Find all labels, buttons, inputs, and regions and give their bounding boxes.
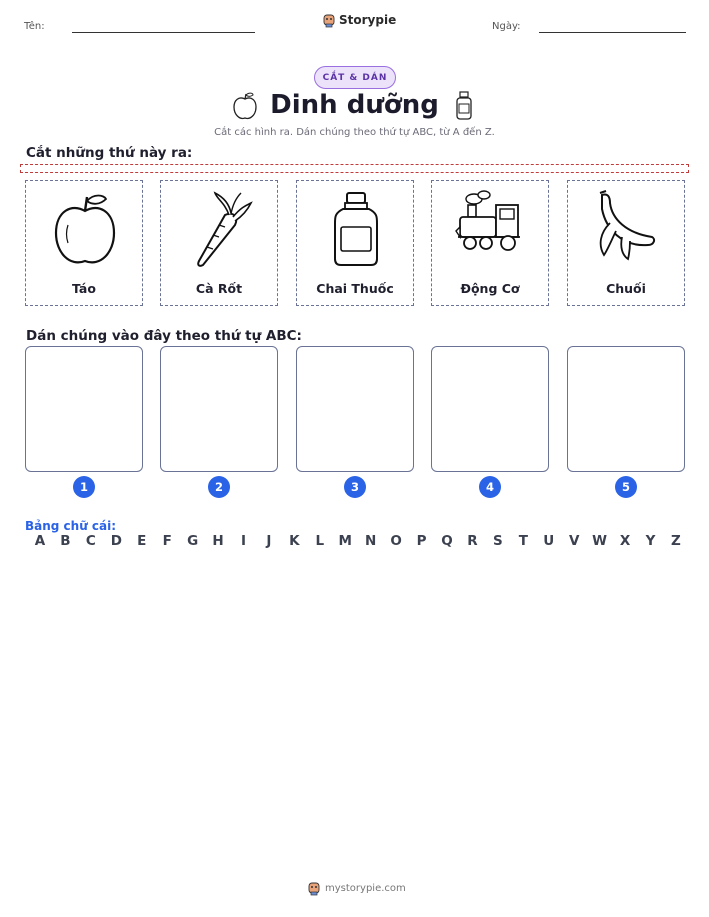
carrot-icon xyxy=(185,189,255,269)
card-label: Chuối xyxy=(606,281,646,296)
alphabet-row xyxy=(32,533,684,549)
alphabet-letter: L xyxy=(315,533,325,549)
alphabet-letter: P xyxy=(416,533,427,549)
alphabet-letter: T xyxy=(518,533,528,549)
alphabet-letter: X xyxy=(619,533,631,549)
footer-site[interactable]: mystorypie.com xyxy=(325,882,406,894)
cut-card-banana[interactable] xyxy=(567,180,685,306)
activity-badge: CẮT & DÁN xyxy=(314,66,396,89)
alphabet-letter: N xyxy=(365,533,377,549)
alphabet-letter: A xyxy=(34,533,46,549)
brand-name: Storypie xyxy=(339,13,397,27)
slot-number: 5 xyxy=(615,476,637,498)
bottle-small-icon xyxy=(454,91,474,121)
paste-slot-4[interactable] xyxy=(431,346,549,472)
alphabet-letter: C xyxy=(85,533,96,549)
cut-card-train-engine[interactable] xyxy=(431,180,549,306)
paste-slot-3[interactable] xyxy=(296,346,414,472)
medicine-bottle-icon xyxy=(321,189,391,269)
alphabet-letter: R xyxy=(467,533,478,549)
cut-heading: Cắt những thứ này ra: xyxy=(26,145,193,161)
alphabet-letter: Y xyxy=(645,533,656,549)
alphabet-letter: F xyxy=(162,533,172,549)
alphabet-letter: W xyxy=(592,533,608,549)
slot-number: 1 xyxy=(73,476,95,498)
slot-number: 3 xyxy=(344,476,366,498)
footer xyxy=(307,880,406,896)
cut-line xyxy=(20,164,689,173)
alphabet-letter: E xyxy=(137,533,147,549)
card-label: Chai Thuốc xyxy=(316,281,394,296)
page-title: Dinh dưỡng xyxy=(270,90,439,120)
paste-slot-1[interactable] xyxy=(25,346,143,472)
train-engine-icon xyxy=(454,189,524,269)
paste-slot-2[interactable] xyxy=(160,346,278,472)
storypie-mascot-icon xyxy=(322,12,336,28)
alphabet-letter: J xyxy=(266,533,272,549)
alphabet-letter: D xyxy=(110,533,122,549)
alphabet-letter: O xyxy=(390,533,402,549)
alphabet-letter: S xyxy=(493,533,503,549)
card-label: Cà Rốt xyxy=(195,281,243,296)
name-line xyxy=(72,32,255,33)
brand-logo xyxy=(322,12,396,28)
card-label: Động Cơ xyxy=(460,281,520,296)
alphabet-letter: K xyxy=(289,533,300,549)
paste-slot-5[interactable] xyxy=(567,346,685,472)
cut-card-carrot[interactable] xyxy=(160,180,278,306)
alphabet-letter: U xyxy=(543,533,555,549)
alphabet-letter: Q xyxy=(441,533,453,549)
alphabet-letter: M xyxy=(338,533,352,549)
apple-icon xyxy=(50,189,120,269)
name-label: Tên: xyxy=(24,21,45,32)
paste-heading: Dán chúng vào đây theo thứ tự ABC: xyxy=(26,328,302,344)
alphabet-letter: H xyxy=(212,533,224,549)
alphabet-letter: V xyxy=(568,533,580,549)
alphabet-letter: G xyxy=(187,533,199,549)
storypie-mascot-icon xyxy=(307,880,321,896)
slot-number: 4 xyxy=(479,476,501,498)
alphabet-letter: B xyxy=(60,533,71,549)
banana-icon xyxy=(592,189,662,269)
cut-card-medicine-bottle[interactable] xyxy=(296,180,414,306)
card-label: Táo xyxy=(72,281,96,296)
instructions: Cắt các hình ra. Dán chúng theo thứ tự ABC, từ A đến Z. xyxy=(214,127,495,138)
alphabet-heading: Bảng chữ cái: xyxy=(25,519,117,533)
date-line xyxy=(539,32,686,33)
slot-number: 2 xyxy=(208,476,230,498)
date-label: Ngày: xyxy=(492,21,521,32)
alphabet-letter: I xyxy=(240,533,247,549)
alphabet-letter: Z xyxy=(671,533,681,549)
cut-card-apple[interactable] xyxy=(25,180,143,306)
